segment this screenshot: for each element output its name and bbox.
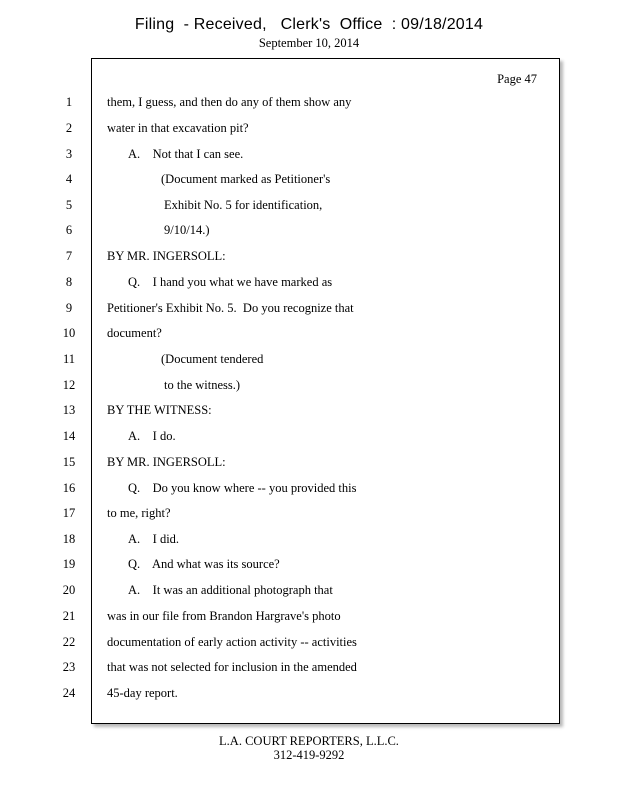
line-number: 7 xyxy=(65,249,73,263)
transcript-line: A. Not that I can see. xyxy=(128,147,244,161)
transcript-line: Q. Do you know where -- you provided this xyxy=(128,481,357,495)
line-number: 13 xyxy=(62,403,76,417)
line-number: 1 xyxy=(65,95,73,109)
transcript-line: Petitioner's Exhibit No. 5. Do you recognize that xyxy=(107,301,354,315)
transcript-line: was in our file from Brandon Hargrave's photo xyxy=(107,609,341,623)
transcript-line: that was not selected for inclusion in the amended xyxy=(107,660,357,674)
transcript-line: water in that excavation pit? xyxy=(107,121,249,135)
transcript-line: Exhibit No. 5 for identification, xyxy=(164,198,323,212)
filing-stamp: Filing - Received, Clerk's Office : 09/18/2014 xyxy=(134,16,484,33)
line-number: 16 xyxy=(62,481,76,495)
line-number: 23 xyxy=(62,660,76,674)
line-number: 2 xyxy=(65,121,73,135)
transcript-line: Q. And what was its source? xyxy=(128,557,280,571)
line-number: 8 xyxy=(65,275,73,289)
transcript-line: BY THE WITNESS: xyxy=(107,403,212,417)
transcript-line: 45-day report. xyxy=(107,686,178,700)
line-number: 3 xyxy=(65,147,73,161)
transcript-line: (Document tendered xyxy=(161,352,264,366)
line-number: 17 xyxy=(62,506,76,520)
transcript-line: to me, right? xyxy=(107,506,171,520)
transcript-line: (Document marked as Petitioner's xyxy=(161,172,331,186)
line-number: 4 xyxy=(65,172,73,186)
transcript-line: Q. I hand you what we have marked as xyxy=(128,275,333,289)
line-number: 15 xyxy=(62,455,76,469)
transcript-line: BY MR. INGERSOLL: xyxy=(107,249,226,263)
line-number: 9 xyxy=(65,301,73,315)
line-number: 11 xyxy=(62,352,76,366)
line-number: 12 xyxy=(62,378,76,392)
transcript-line: to the witness.) xyxy=(164,378,241,392)
line-number: 21 xyxy=(62,609,76,623)
transcript-date: September 10, 2014 xyxy=(258,36,360,50)
line-number: 10 xyxy=(62,326,76,340)
transcript-line: documentation of early action activity -- activities xyxy=(107,635,357,649)
line-number: 20 xyxy=(62,583,76,597)
reporter-phone: 312-419-9292 xyxy=(273,748,345,762)
reporter-company: L.A. COURT REPORTERS, L.L.C. xyxy=(219,734,399,748)
line-number: 19 xyxy=(62,557,76,571)
line-number: 24 xyxy=(62,686,76,700)
transcript-line: document? xyxy=(107,326,162,340)
transcript-line: A. I did. xyxy=(128,532,180,546)
line-number: 14 xyxy=(62,429,76,443)
line-number: 6 xyxy=(65,223,73,237)
line-number: 18 xyxy=(62,532,76,546)
transcript-line: A. I do. xyxy=(128,429,176,443)
line-number: 5 xyxy=(65,198,73,212)
transcript-line: them, I guess, and then do any of them show any xyxy=(107,95,352,109)
page-number: Page 47 xyxy=(497,72,537,86)
transcript-line: 9/10/14.) xyxy=(164,223,210,237)
line-number: 22 xyxy=(62,635,76,649)
transcript-line: A. It was an additional photograph that xyxy=(128,583,333,597)
transcript-line: BY MR. INGERSOLL: xyxy=(107,455,226,469)
